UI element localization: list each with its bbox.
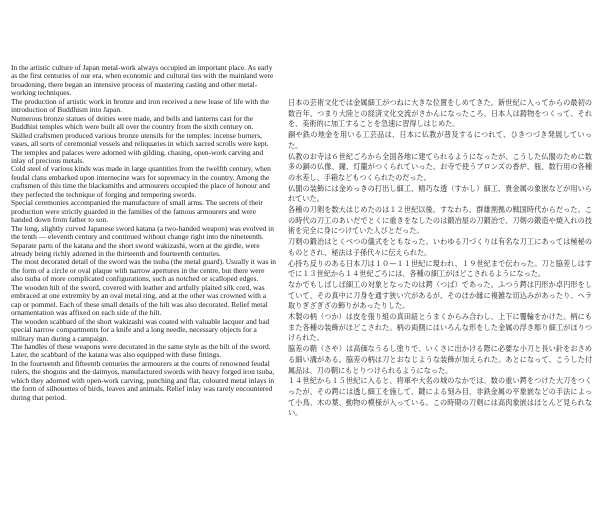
english-paragraph: The most decorated detail of the sword was the tsuba (the metal guard). Usually it was in the form of a circle or oval plaque with narrow apertures in the centre, but there were also tsuba of more complicated configurations, such as notched or scalloped edges. bbox=[11, 257, 276, 284]
japanese-paragraph: 脇差の鞘（さや）は高価なうるし塗りで、いくさに出かける際に必要な小刀と長い針をおさめる細い溝がある。脇差の柄は刀とおなじような装飾が加えられた。あとになって、こうした付属品は、刀の鞘にもとりつけられるようになった。 bbox=[288, 344, 592, 375]
japanese-text-column bbox=[284, 0, 600, 512]
english-paragraph: The temples and palaces were adorned with gilding, chasing, open-work carving and inlay of precious metals. bbox=[11, 147, 264, 165]
english-paragraph: The wooden hilt of the sword, covered with leather and artfully plaited silk cord, was embraced at one extremity by an oval metal ring, and at the other was crowned with a cap or pommel. Each of these small details of the hilt was also decorated. Relief metal ornamentation was affixed on each side of the hilt. bbox=[11, 282, 268, 318]
japanese-paragraph: なかでもしばしば細工の対象となったのは鍔（つば）であった。ふつう鍔は円形か卓円形をしていて、その真中に刀身を通す狭い穴があるが、そのほか縁に複雑な切込みがあったり、ヘラ取りぎざぎざの飾りがあったりした。 bbox=[288, 279, 592, 311]
english-paragraph: Numerous bronze statues of deities were made, and bells and lanterns cast for the Buddhist temples which were built all over the country from the sixth century on. Skilled craftsmen produced various bronze utensils for the temples: incense burners, vases, all sorts of ceremonial vessels and reliquaries in which sacred scrolls were kept. bbox=[11, 113, 269, 149]
japanese-paragraph: 仏教のお寺は６世紀ごろから全国各地に建てられるようになったが、こうした仏閣のために数多の銅の仏像、鐘、灯籠がつくられていった。お寺で使うブロンズの香炉、瓶、数行用の各種の水差し、手箱などもつくられたのだった。 bbox=[288, 151, 592, 182]
japanese-paragraph: 心持ち反りのある日本刀は１０—１１世紀に現われ、１９世紀まで伝わった。刀と脇差しはすでに１３世紀から１４世紀ごろには、各種の細工がほどこされるようになった。 bbox=[288, 258, 592, 279]
english-paragraph: The wooden scabbard of the short wakizashi was coated with valuable lacquer and had special narrow compartments for a knife and a long needle, necessary objects for a military man during a campaign. bbox=[11, 316, 270, 343]
japanese-paragraph: １４世紀から１５世紀に入ると、将軍や大名の城のなかでは、数の重い鍔をつけた大刀をつくったが、その鍔には透し細工を施して、鍵による刻み目、非鉄金属の平象嵌などの手法によって小鳥、木の葉、動物の模様が入っている。この時期の刀剣には高肉象嵌はほとんど見られない。 bbox=[288, 376, 592, 418]
english-text-column bbox=[0, 0, 282, 512]
english-paragraph: Special ceremonies accompanied the manufacture of small arms. The secrets of their production were strictly guarded in the families of the famous armourers and were handed down from father to son. bbox=[11, 198, 263, 225]
japanese-paragraph: 各種の刀剣を数大はじめたのは１２世紀以後。すなわち、群雄割拠の戦国時代からだった。この時代の刀工のあいだでとくに重きをなしたのは鍛冶屋の刀鍛冶で、刀剣の鍛造や焼入れの技術を完全に身につけていた人びとだった。 bbox=[288, 205, 592, 236]
english-paragraph: Cold steel of various kinds was made in large quantities from the twelfth century, when feudal clans embarked upon internecine wars for supremacy in the country. Among the craftsmen of this time the blacksmiths and armourers occupied the place of honour and they perfected the technique of forging and tempering swords. bbox=[11, 164, 271, 199]
english-paragraph: In the fourteenth and fifteenth centuries the armourers at the courts of renowned feudal rulers, the shoguns and the daimyos, manufactured swords with heavy forged iron tsuba, which they adorned with open-work carving, punching and flat, coloured metal inlays in the form of silhouettes of birds, leaves and animals. Relief inlay was rarely encountered during that period. bbox=[11, 358, 275, 402]
english-paragraph: The production of artistic work in bronze and iron received a new lease of life with the introduction of Buddhism into Japan. bbox=[11, 96, 270, 115]
english-paragraph: In the artistic culture of Japan metal-work always occupied an important place. As early as the first centuries of our era, when economic and cultural ties with the mainland were broadening, there began an intensive process of mastering casting and other metal-working techniques. bbox=[11, 63, 274, 98]
japanese-paragraph: 日本の芸術文化では金属細工がつねに大きな位置をしめてきた。新世紀に入ってからの最初の数百年、つまり大陸との経済文化交流がさかんになったころ、日本人は鋳物をつくって、それを、美術的に加工することを急速に習得しはじめた。 bbox=[288, 98, 592, 129]
japanese-paragraph: 刀剣の鍛冶はとくべつの儀式をともなった。いわゆる刀づくりは有名な刀工にあっては極秘のものとされ、秘法は子孫代々に伝えられた。 bbox=[288, 237, 592, 257]
japanese-paragraph: 仏閣の装飾には金めっきの打出し細工、精巧な透（すかし）細工、貴金属の象嵌などが用いられていた。 bbox=[288, 183, 592, 204]
japanese-paragraph: 銅や鉄の地金を用いる工芸品は、日本に仏教が普及するにつれて、ひきつづき発展していった。 bbox=[288, 130, 592, 150]
english-paragraph: The long, slightly curved Japanese sword katana (a two-handed weapon) was evolved in the tenth — eleventh century and continued without change right into the nineteenth. Separate parts of the katana and the short sword wakizashi, worn at the girdle, were already being richly adorned in the thirteenth and fourteenth centuries. bbox=[11, 223, 274, 258]
english-paragraph: The handles of these weapons were decorated in the same style as the hilt of the sword. Later, the scabbard of the katana was also equipped with these fittings. bbox=[11, 341, 271, 360]
japanese-paragraph: 木製の柄（つか）は皮を張り組の真田紐とうまくからみ合わし、上下に覆輪をかけた。柄にもまた各種の装飾がほどこされた。柄の両側にはいろんな形をした金属の浮き彫り細工がほりつけられた。 bbox=[288, 312, 592, 343]
